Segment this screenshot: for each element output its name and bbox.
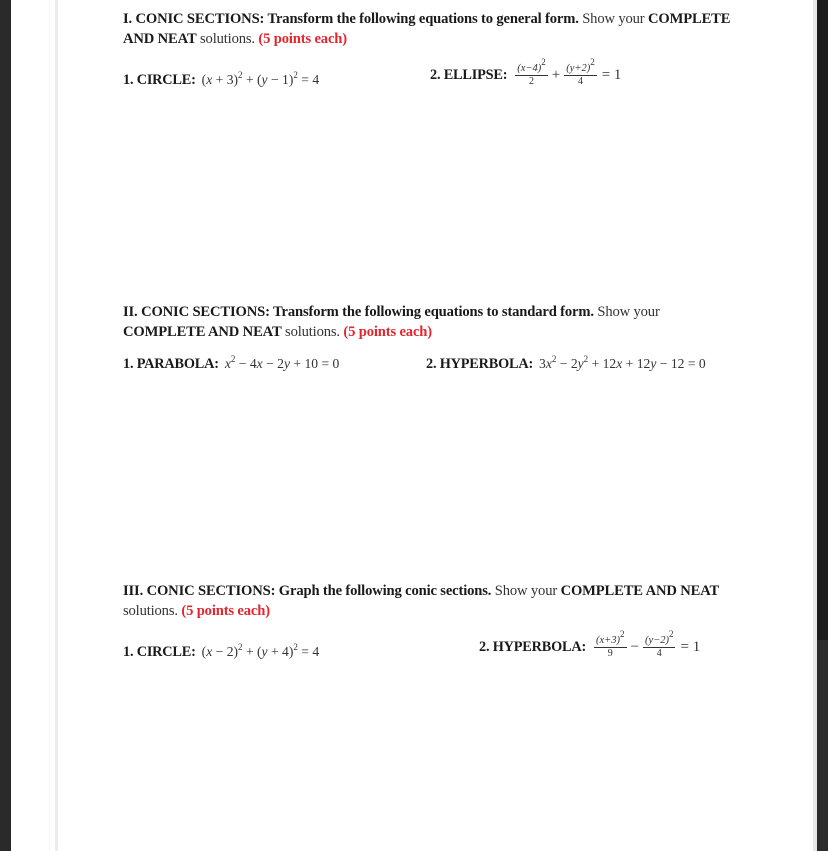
section-title: CONIC SECTIONS: Transform the following equations to general form. [135, 11, 579, 27]
points-label: (5 points each) [343, 324, 432, 340]
problem-label: 2. HYPERBOLA: [479, 639, 587, 655]
equation-rhs: = 1 [601, 67, 622, 83]
operator: + [551, 67, 561, 83]
fraction: $\frac{(y+2)^2}{4}$ [566, 57, 595, 87]
fraction: $\frac{(x-4)^2}{2}$ [517, 57, 546, 87]
section-numeral: I. [123, 11, 133, 27]
fraction: $\frac{(y-2)^2}{4}$ [644, 629, 674, 659]
instruction-emphasis: COMPLETE AND NEAT [123, 324, 282, 340]
instruction-emphasis: COMPLETE AND NEAT [560, 583, 720, 599]
section-3-heading [123, 581, 743, 621]
problem-label: 1. PARABOLA: [123, 356, 219, 372]
fraction: $\frac{(x+3)^2}{9}$ [596, 629, 625, 659]
instruction-text: solutions. [123, 603, 178, 619]
problem-label: 2. HYPERBOLA: [426, 356, 534, 372]
equation: $3x^2 - 2y^2 + 12x + 12y - 12 = 0$ [539, 354, 706, 371]
problem-ellipse-general [430, 57, 622, 88]
instruction-text: solutions. [285, 324, 340, 340]
points-label: (5 points each) [181, 603, 270, 619]
instruction-text: Show your [582, 11, 645, 27]
problem-parabola-standard [123, 354, 339, 374]
equation: $(x + 3)^2 + (y - 1)^2 = 4$ [201, 70, 320, 87]
instruction-text: solutions. [200, 31, 255, 47]
instruction-text: Show your [597, 304, 660, 320]
instruction-emphasis: COMPLETE AND NEAT [123, 11, 731, 47]
equation-rhs: = 1 [680, 639, 701, 655]
problem-hyperbola-graph [479, 629, 701, 660]
section-numeral: II. [123, 304, 138, 320]
problem-label: 1. CIRCLE: [123, 72, 196, 88]
problem-circle-graph [123, 642, 319, 662]
problem-label: 1. CIRCLE: [123, 644, 196, 660]
equation: $x^2 - 4x - 2y + 10 = 0$ [224, 354, 340, 371]
problem-hyperbola-standard [426, 354, 706, 374]
scrollbar-track[interactable] [817, 640, 828, 851]
section-2-heading [123, 302, 743, 342]
problem-circle-general [123, 70, 319, 90]
points-label: (5 points each) [258, 31, 347, 47]
section-numeral: III. [123, 583, 144, 599]
section-title: CONIC SECTIONS: Transform the following equations to standard form. [141, 304, 594, 320]
operator: − [630, 639, 639, 655]
section-title: CONIC SECTIONS: Graph the following conic sections. [146, 583, 492, 599]
equation: $(x - 2)^2 + (y + 4)^2 = 4$ [201, 642, 320, 659]
section-1-heading [123, 9, 743, 49]
page-shadow-line [49, 0, 50, 851]
page-margin-line [55, 0, 58, 851]
scrollbar-thumb[interactable] [817, 0, 828, 640]
window-frame-left [0, 0, 11, 851]
instruction-text: Show your [494, 583, 558, 599]
problem-label: 2. ELLIPSE: [430, 67, 508, 83]
